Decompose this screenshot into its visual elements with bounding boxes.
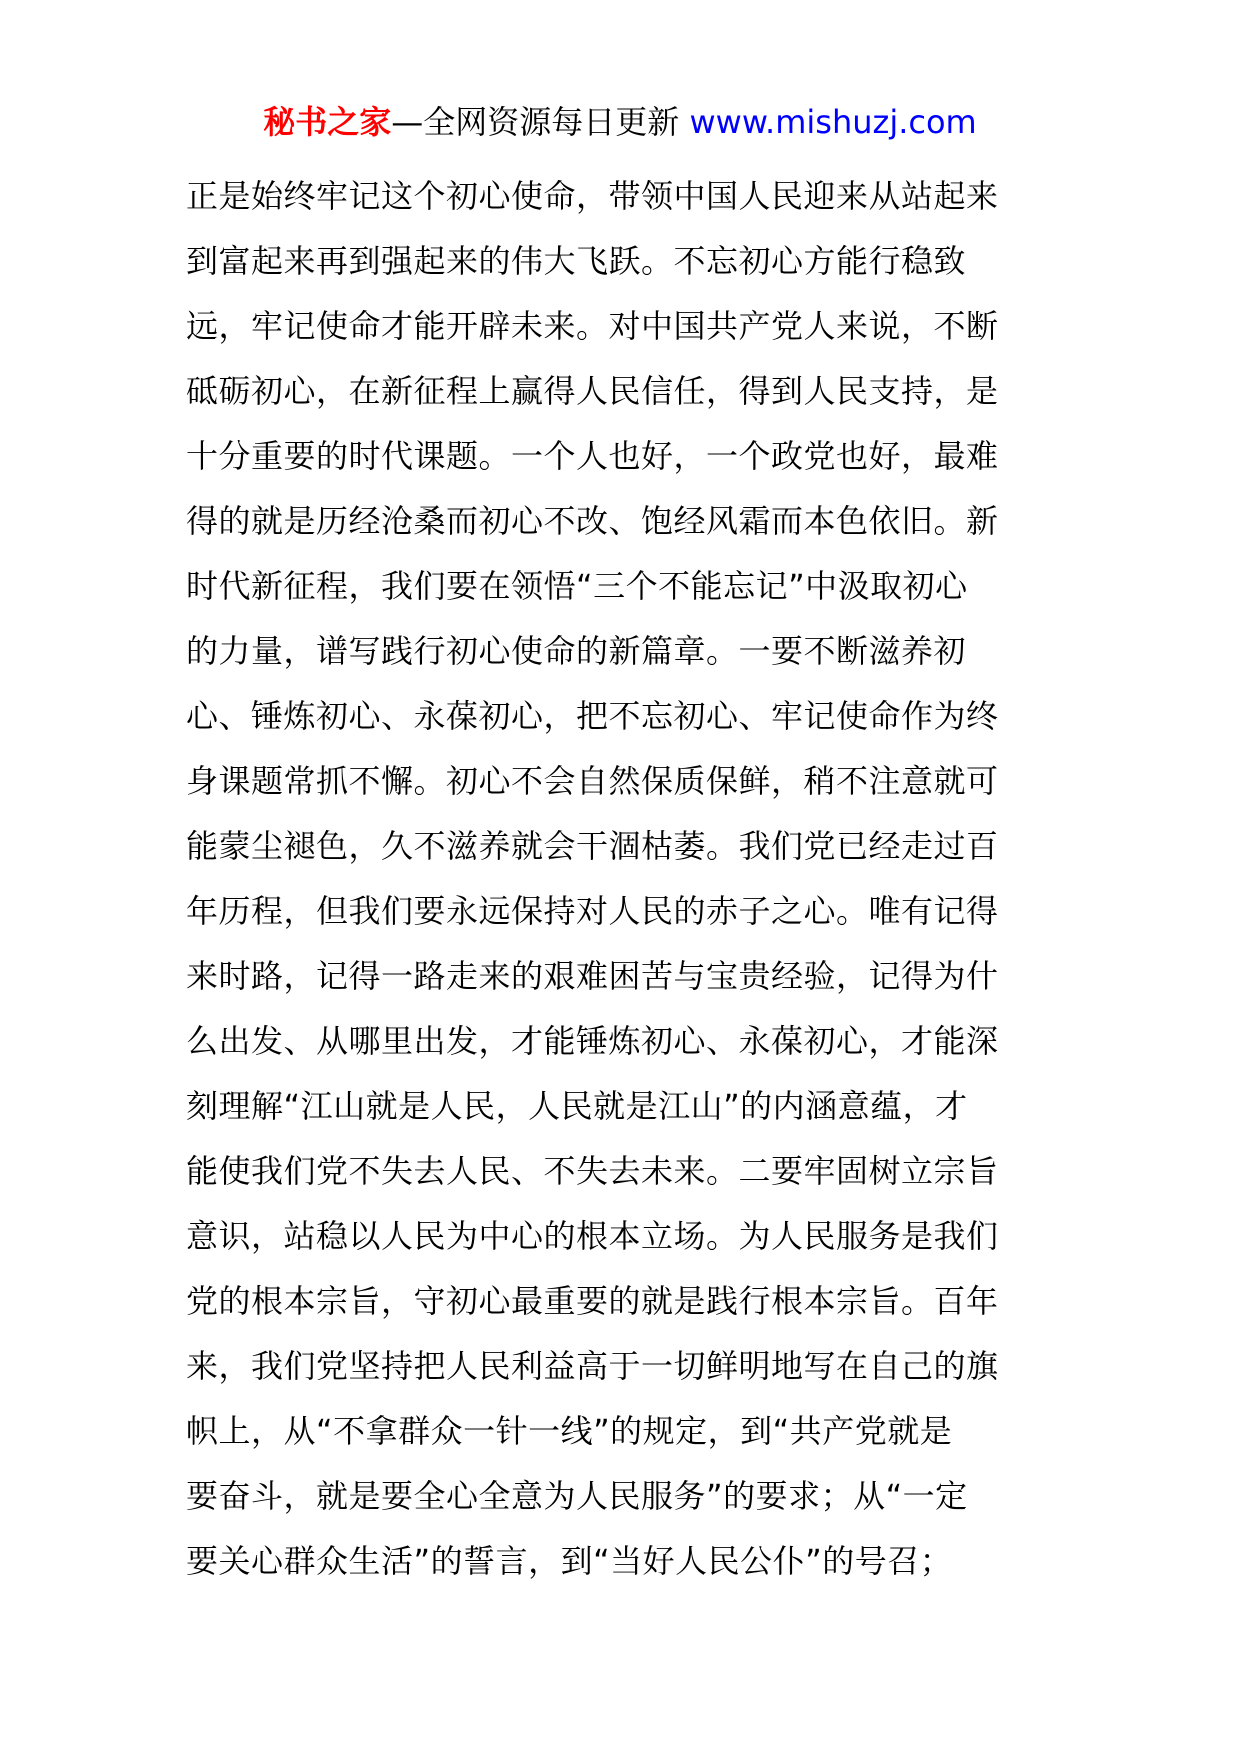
text-line: 到富起来再到强起来的伟大飞跃。不忘初心方能行稳致 (186, 242, 967, 280)
page-header (0, 100, 1240, 144)
text-line: 远，牢记使命才能开辟未来。对中国共产党人来说，不断 (186, 307, 999, 345)
text-line: 要关心群众生活”的誓言，到“当好人民公仆”的号召； (186, 1542, 953, 1580)
text-line: 身课题常抓不懈。初心不会自然保质保鲜，稍不注意就可 (186, 762, 999, 800)
text-line: 年历程，但我们要永远保持对人民的赤子之心。唯有记得 (186, 892, 999, 930)
text-line: 十分重要的时代课题。一个人也好，一个政党也好，最难 (186, 437, 999, 475)
text-line: 心、锤炼初心、永葆初心，把不忘初心、牢记使命作为终 (186, 697, 999, 735)
text-line: 么出发、从哪里出发，才能锤炼初心、永葆初心，才能深 (186, 1022, 999, 1060)
text-line: 帜上，从“不拿群众一针一线”的规定，到“共产党就是 (186, 1412, 953, 1450)
text-line: 意识，站稳以人民为中心的根本立场。为人民服务是我们 (186, 1217, 999, 1255)
text-line: 党的根本宗旨，守初心最重要的就是践行根本宗旨。百年 (186, 1282, 999, 1320)
brand-name: 秘书之家 (263, 103, 392, 141)
text-line: 要奋斗，就是要全心全意为人民服务”的要求；从“一定 (186, 1477, 968, 1515)
text-line: 能蒙尘褪色，久不滋养就会干涸枯萎。我们党已经走过百 (186, 827, 999, 865)
text-line: 砥砺初心，在新征程上赢得人民信任，得到人民支持，是 (186, 372, 999, 410)
text-line: 时代新征程，我们要在领悟“三个不能忘记”中汲取初心 (186, 567, 968, 605)
text-line: 正是始终牢记这个初心使命，带领中国人民迎来从站起来 (186, 177, 999, 215)
text-line: 的力量，谱写践行初心使命的新篇章。一要不断滋养初 (186, 632, 967, 670)
text-line: 来时路，记得一路走来的艰难困苦与宝贵经验，记得为什 (186, 957, 999, 995)
text-line: 刻理解“江山就是人民，人民就是江山”的内涵意蕴，才 (186, 1087, 968, 1125)
text-line: 得的就是历经沧桑而初心不改、饱经风霜而本色依旧。新 (186, 502, 999, 540)
website-url[interactable]: www.mishuzj.com (689, 103, 977, 141)
text-line: 能使我们党不失去人民、不失去未来。二要牢固树立宗旨 (186, 1152, 999, 1190)
text-line: 来，我们党坚持把人民利益高于一切鲜明地写在自己的旗 (186, 1347, 999, 1385)
body-paragraph (186, 164, 1066, 1594)
header-tagline: —全网资源每日更新 (391, 103, 690, 141)
